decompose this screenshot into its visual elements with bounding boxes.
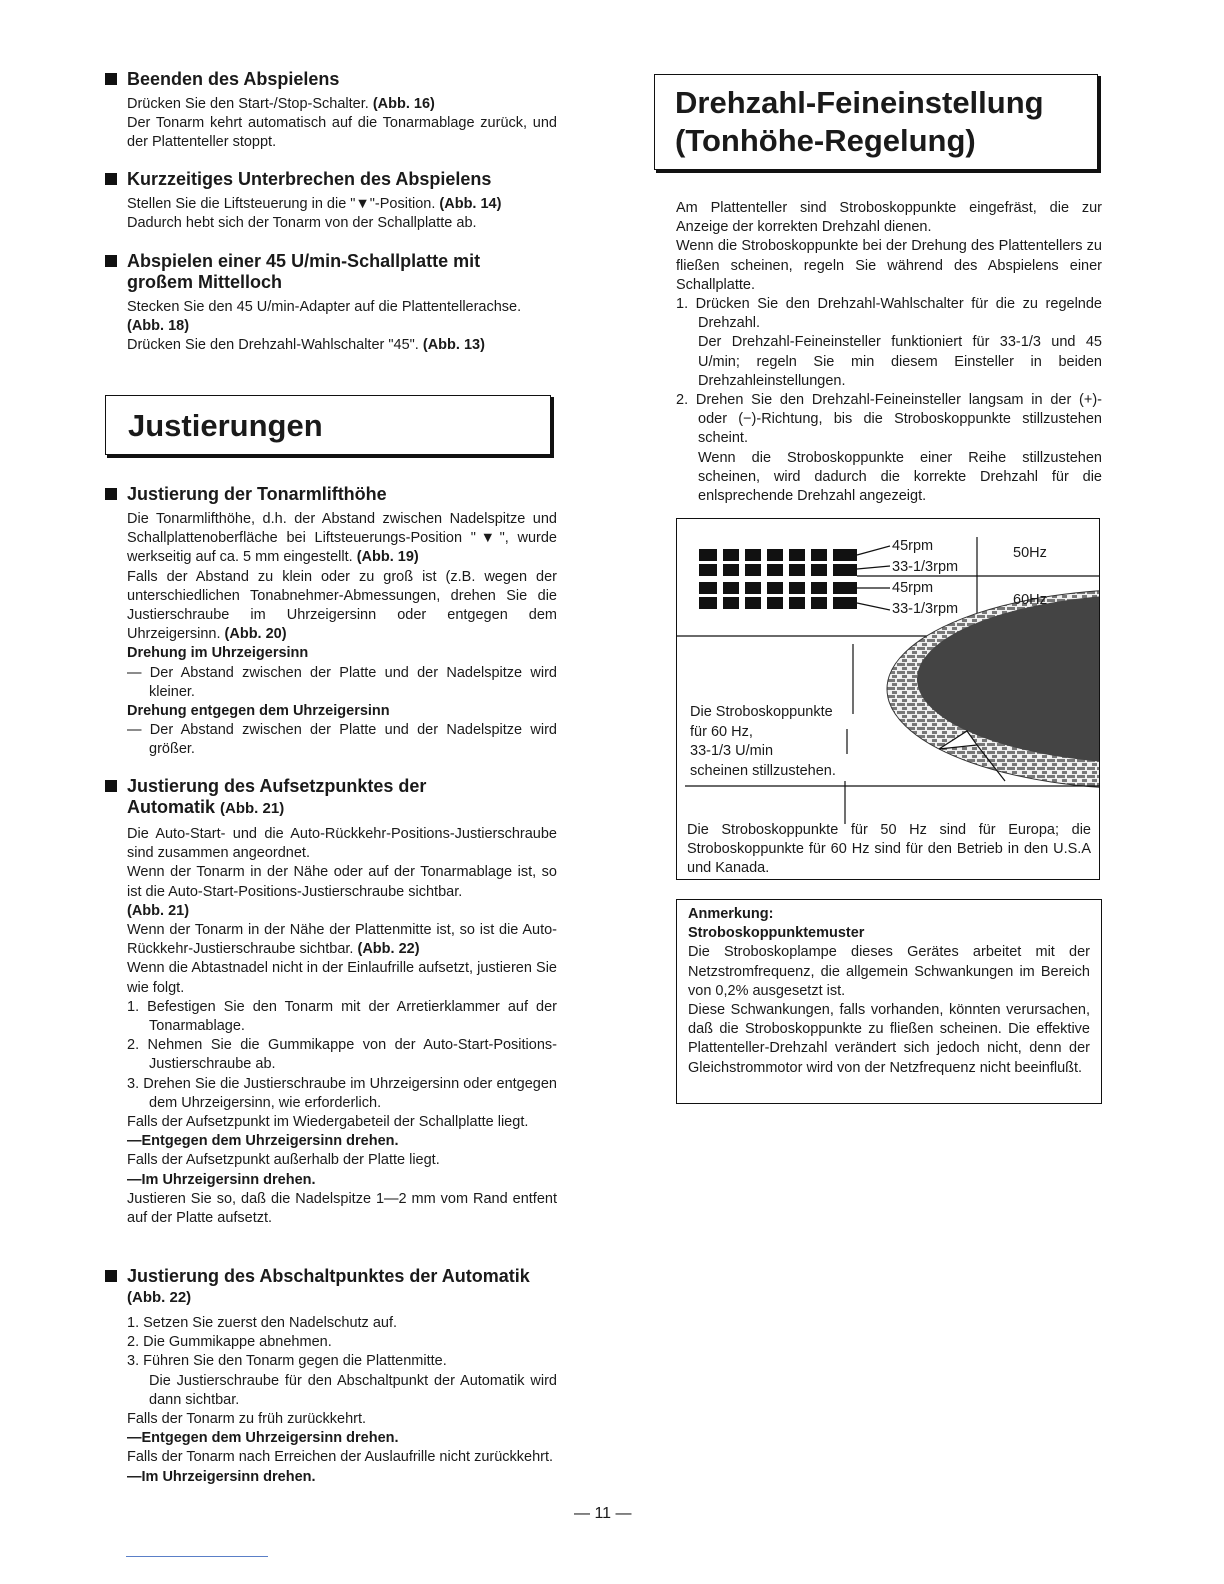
text-unterbrechen: Stellen Sie die Liftsteuerung in die "▼"-Position. (Abb. 14) Dadurch hebt sich der Tonarm von der Schallplatte ab.: [127, 196, 502, 232]
heading-beenden: Beenden des Abspielens: [105, 69, 567, 90]
bullet-icon: [105, 780, 117, 792]
bullet-icon: [105, 255, 117, 267]
bullet-icon: [105, 1270, 117, 1282]
text-drehzahl: Am Plattenteller sind Stroboskoppunkte eingefräst, die zur Anzeige der korrekten Drehzahl dienen. Wenn die Stroboskoppunkte bei der Drehung des Plattentellers zu fließen scheinen, regeln Sie während des Abspielens einer Schallplatte. 1. Drücken Sie den Drehzahl-Wahlschalter für die zu regelnde Drehzahl. Der Drehzahl-Feineinsteller funktioniert für 33-1/3 und 45 U/min; regeln Sie min diesem Einsteller in beiden Drehzahleinstellungen. 2. Drehen Sie den Drehzahl-Feineinsteller langsam in der (+)- oder (−)-Richtung, bis die Stroboskoppunkte stillzustehen scheint. Wenn die Stroboskoppunkte einer Reihe stillzustehen scheinen, wird dadurch die korrekte Drehzahl für die enlsprechende Drehzahl angezeigt.: [676, 200, 1102, 505]
text-aufsetzpunkt: Die Auto-Start- und die Auto-Rückkehr-Positions-Justierschraube sind zusammen angeordnet. Wenn der Tonarm in der Nähe oder auf der Tonarmablage ist, so ist die Auto-Start-Positions-Justierschraube sichtbar. (Abb. 21) Wenn der Tonarm in der Nähe der Plattenmitte ist, so ist die Auto-Rückkehr-Justierschraube sichtbar. (Abb. 22) Wenn die Abtastnadel nicht in der Einlaufrille aufsetzt, justieren Sie wie folgt. 1. Befestigen Sie den Tonarm mit der Arretierklammer auf der Tonarmablage. 2. Nehmen Sie die Gummikappe von der Auto-Start-Positions-Justierschraube ab. 3. Drehen Sie die Justierschraube im Uhrzeigersinn oder entgegen dem Uhrzeigersinn, wie erforderlich. Falls der Aufsetzpunkt im Wiedergabeteil der Schallplatte liegt. —Entgegen dem Uhrzeigersinn drehen. Falls der Aufsetzpunkt außerhalb der Platte liegt. —Im Uhrzeigersinn drehen. Justieren Sie so, daß die Nadelspitze 1—2 mm vom Rand entfent auf der Platte aufsetzt.: [127, 826, 557, 1227]
text-45-upm: Stecken Sie den 45 U/min-Adapter auf die Plattentellerachse. (Abb. 18) Drücken Sie den Drehzahl-Wahlschalter "45". (Abb. 13): [127, 299, 522, 354]
strobe-region-note: Die Stroboskoppunkte für 50 Hz sind für Europa; die Stroboskoppunkte für 60 Hz sind für den Betrieb in den U.S.A und Kanada.: [687, 822, 1091, 877]
strobe-caption: Die Stroboskoppunkte für 60 Hz, 33-1/3 U/min scheinen stillzustehen.: [690, 703, 836, 781]
text-beenden: Drücken Sie den Start-/Stop-Schalter. (Abb. 16) Der Tonarm kehrt automatisch auf die Tonarmablage zurück, und der Plattenteller stoppt.: [127, 96, 557, 151]
text-tonarmlifthoehe: Die Tonarmlifthöhe, d.h. der Abstand zwischen Nadelspitze und Schallplattenoberfläche bei Liftsteuerungs-Position "▼", wurde werkseitig auf ca. 5 mm eingestellt. (Abb. 19) Falls der Abstand zu klein oder zu groß ist (z.B. wegen der unterschiedlichen Tonabnehmer-Abmessungen, drehen Sie die Justierschraube im Uhrzeigersinn oder entgegen dem Uhrzeigersinn. (Abb. 20) Drehung im Uhrzeigersinn — Der Abstand zwischen der Platte und der Nadelspitze wird kleiner. Drehung entgegen dem Uhrzeigersinn — Der Abstand zwischen der Platte und der Nadelspitze wird größer.: [127, 511, 557, 758]
heading-aufsetzpunkt: Justierung des Aufsetzpunktes der Automatik (Abb. 21): [105, 776, 567, 819]
note-box: Anmerkung: Stroboskoppunktemuster Die Stroboskoplampe dieses Gerätes arbeitet mit der Netzstromfrequenz, die allgemein Schwankungen im Bereich von 0,2% ausgesetzt ist. Diese Schwankungen, falls vorhanden, könnten verursachen, daß die Stroboskoppunkte zu fließen scheinen. Die effektive Plattenteller-Drehzahl verändert sich jedoch nicht, denn der Gleichstrommotor wird von der Netzfrequenz nicht beeinflußt.: [676, 899, 1102, 1104]
justierungen-title-box: Justierungen: [105, 395, 551, 455]
heading-abschaltpunkt: Justierung des Abschaltpunktes der Automatik (Abb. 22): [105, 1266, 587, 1308]
bullet-icon: [105, 173, 117, 185]
text-abschaltpunkt: 1. Setzen Sie zuerst den Nadelschutz auf. 2. Die Gummikappe abnehmen. 3. Führen Sie den Tonarm gegen die Plattenmitte. Die Justierschraube für den Abschaltpunkt der Automatik wird dann sichtbar. Falls der Tonarm zu früh zurückkehrt. —Entgegen dem Uhrzeigersinn drehen. Falls der Tonarm nach Erreichen der Auslaufrille nicht zurückkehrt. —Im Uhrzeigersinn drehen.: [127, 1315, 557, 1485]
bullet-icon: [105, 488, 117, 500]
bullet-icon: [105, 73, 117, 85]
page-number: — 11 —: [574, 1505, 632, 1522]
heading-unterbrechen: Kurzzeitiges Unterbrechen des Abspielens: [105, 169, 567, 190]
hz60-label: 60Hz: [1013, 592, 1047, 608]
rpm-labels: 45rpm 33-1/3rpm 45rpm 33-1/3rpm: [892, 538, 959, 617]
drehzahl-title-box: Drehzahl-Feineinstellung (Tonhöhe-Regelung): [654, 74, 1098, 170]
strobe-figure: [676, 518, 1100, 880]
footer-rule: [126, 1556, 268, 1557]
heading-tonarmlifthoehe: Justierung der Tonarmlifthöhe: [105, 484, 567, 505]
hz50-label: 50Hz: [1013, 545, 1047, 561]
heading-45-upm: Abspielen einer 45 U/min-Schallplatte mit großem Mittelloch: [105, 251, 567, 293]
